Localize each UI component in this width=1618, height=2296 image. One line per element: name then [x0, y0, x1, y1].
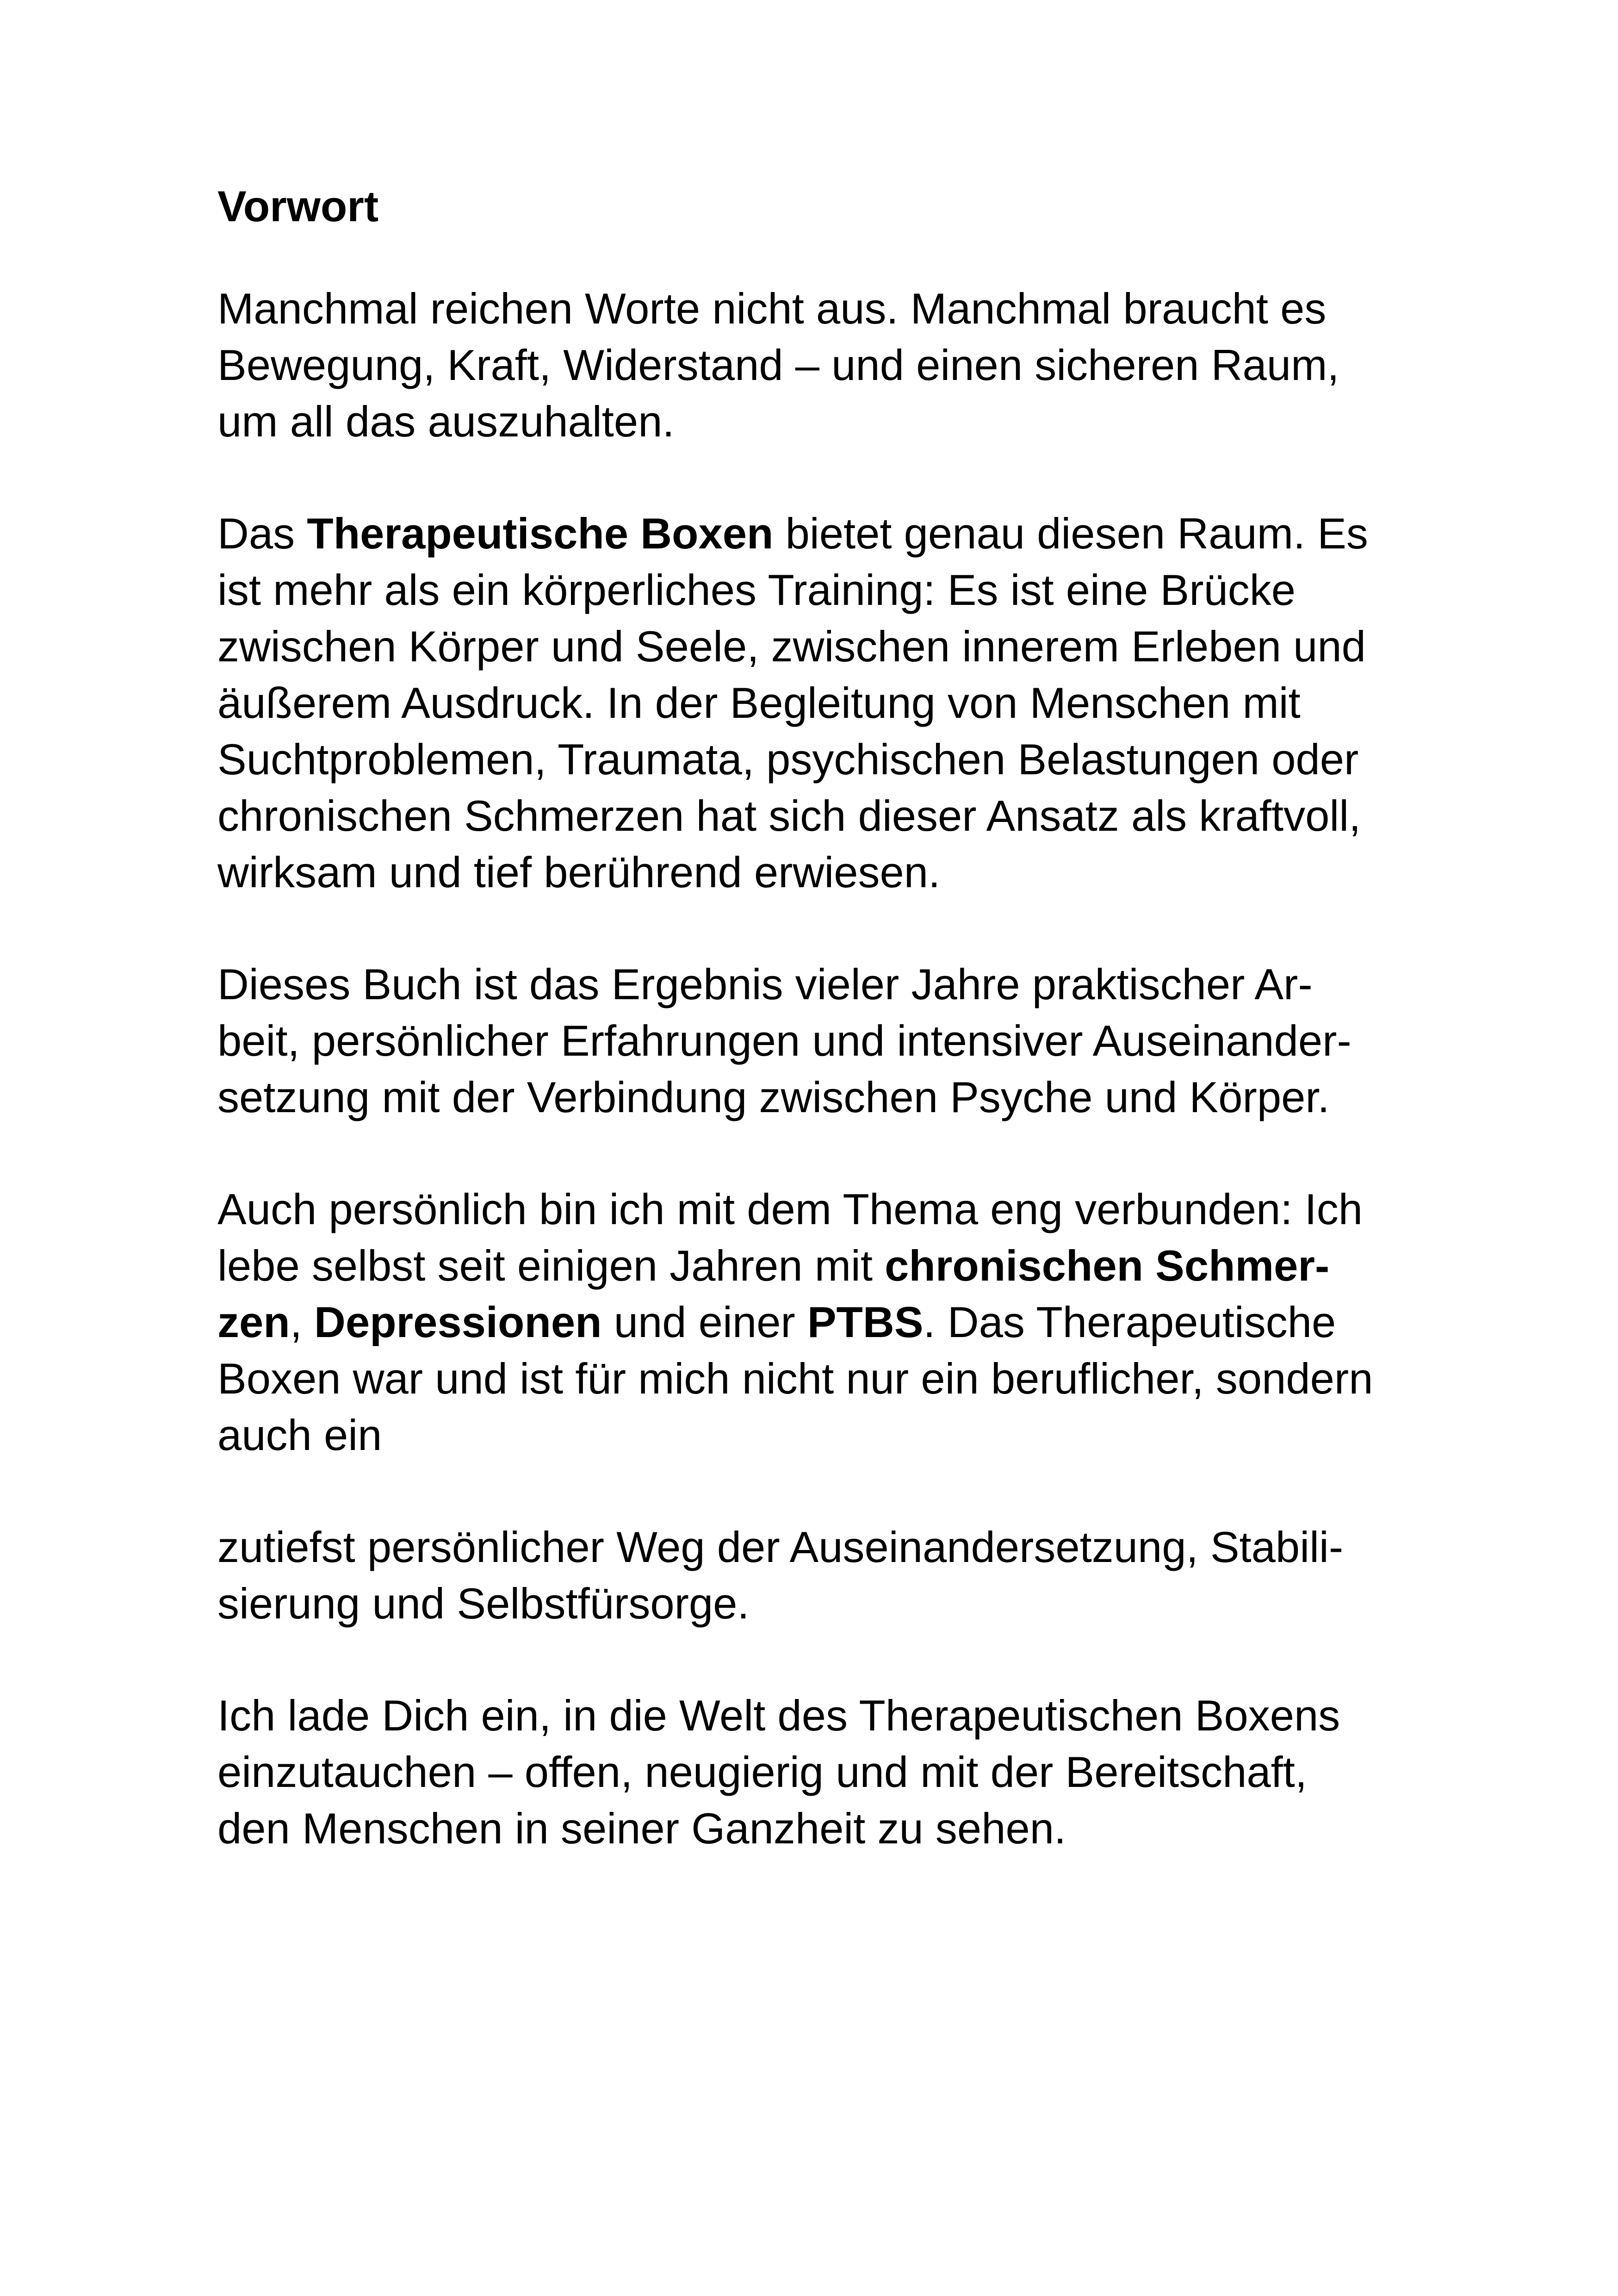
text-line: Bewegung, Kraft, Widerstand – und einen sicheren Raum, [217, 341, 1339, 389]
text-line: einzutauchen – offen, neugierig und mit der Bereitschaft, [217, 1748, 1308, 1796]
paragraph-4 [217, 1181, 1476, 1463]
text-line: chronischen Schmerzen hat sich dieser Ansatz als kraftvoll, [217, 791, 1361, 840]
text-run: , [290, 1298, 314, 1346]
bold-term: zen [217, 1298, 290, 1346]
paragraph-6 [217, 1687, 1476, 1857]
bold-term: Depressionen [314, 1298, 602, 1346]
text-line: beit, persönlicher Erfahrungen und intensiver Auseinander- [217, 1016, 1351, 1065]
text-line: setzung mit der Verbindung zwischen Psyche und Körper. [217, 1073, 1330, 1121]
bold-term: PTBS [807, 1298, 924, 1346]
text-run: bietet genau diesen Raum. Es [773, 509, 1368, 558]
text-line [217, 1238, 1476, 1294]
bold-term: chronischen Schmer- [885, 1241, 1330, 1290]
text-line: Auch persönlich bin ich mit dem Thema eng verbunden: Ich [217, 1185, 1363, 1233]
text-line: um all das auszuhalten. [217, 397, 675, 446]
text-line: Suchtproblemen, Traumata, psychischen Belastungen oder [217, 735, 1359, 784]
text-line: Boxen war und ist für mich nicht nur ein beruflicher, sondern [217, 1354, 1373, 1403]
text-line: wirksam und tief berührend erwiesen. [217, 848, 941, 896]
text-run: und einer [601, 1298, 807, 1346]
text-line: sierung und Selbstfürsorge. [217, 1579, 750, 1628]
text-line [217, 1294, 1476, 1350]
text-line: äußerem Ausdruck. In der Begleitung von Menschen mit [217, 678, 1301, 727]
text-run: Das [217, 509, 307, 558]
paragraph-5 [217, 1519, 1476, 1632]
text-line: den Menschen in seiner Ganzheit zu sehen. [217, 1804, 1066, 1853]
text-line: ist mehr als ein körperliches Training: Es ist eine Brücke [217, 566, 1296, 614]
text-line: Ich lade Dich ein, in die Welt des Therapeutischen Boxens [217, 1691, 1340, 1740]
paragraph-1 [217, 280, 1476, 450]
paragraph-3 [217, 956, 1476, 1126]
paragraph-2 [217, 505, 1476, 901]
bold-term: Therapeutische Boxen [307, 509, 774, 558]
text-line: Dieses Buch ist das Ergebnis vieler Jahre praktischer Ar- [217, 960, 1313, 1008]
text-line [217, 505, 1476, 562]
text-line: auch ein [217, 1411, 382, 1459]
text-run: . Das Therapeutische [923, 1298, 1336, 1346]
document-body [217, 178, 1476, 1912]
text-run: lebe selbst seit einigen Jahren mit [217, 1241, 885, 1290]
text-line: zwischen Körper und Seele, zwischen innerem Erleben und [217, 622, 1366, 671]
text-line: Manchmal reichen Worte nicht aus. Manchmal braucht es [217, 284, 1327, 333]
page-title: Vorwort [217, 182, 379, 230]
text-line: zutiefst persönlicher Weg der Auseinandersetzung, Stabili- [217, 1523, 1344, 1571]
